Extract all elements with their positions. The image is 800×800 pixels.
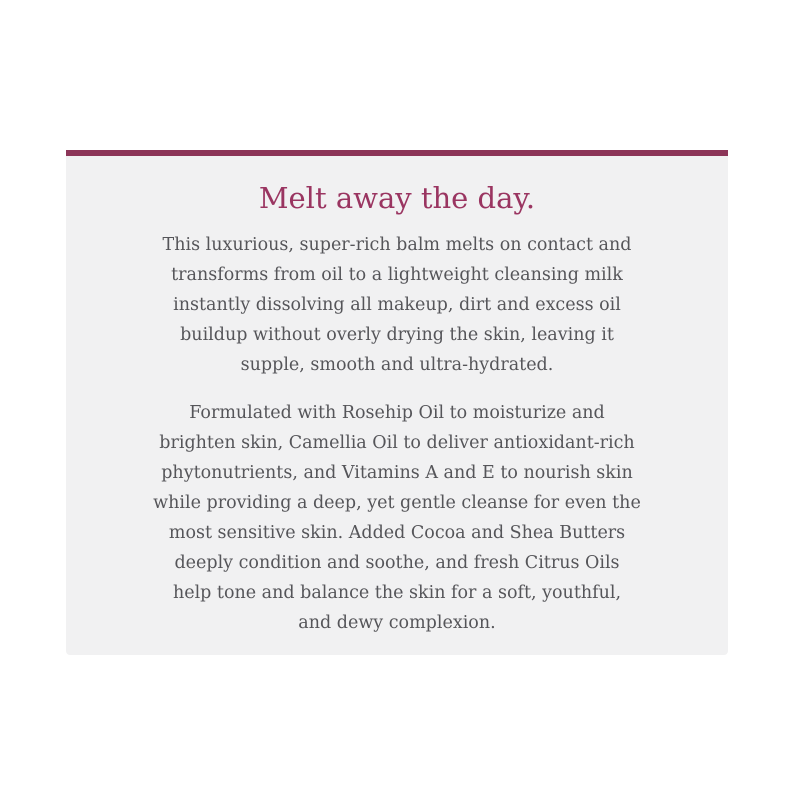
paragraph-line: supple, smooth and ultra-hydrated. — [240, 355, 554, 375]
headline: Melt away the day. — [258, 181, 536, 215]
paragraph-line: buildup without overly drying the skin, leaving it — [180, 325, 614, 345]
paragraph-line: instantly dissolving all makeup, dirt and excess oil — [173, 295, 621, 315]
paragraph-line: and dewy complexion. — [298, 613, 496, 633]
paragraph-line: deeply condition and soothe, and fresh Citrus Oils — [174, 553, 620, 573]
paragraph-line: This luxurious, super-rich balm melts on contact and — [162, 235, 632, 255]
product-description-card — [66, 150, 728, 655]
paragraph-line: phytonutrients, and Vitamins A and E to nourish skin — [161, 463, 633, 483]
description-paragraph-2 — [96, 398, 698, 638]
paragraph-line: help tone and balance the skin for a soft, youthful, — [172, 583, 622, 603]
paragraph-line: most sensitive skin. Added Cocoa and Shea Butters — [168, 523, 626, 543]
paragraph-line: transforms from oil to a lightweight cleansing milk — [171, 265, 623, 285]
paragraph-line: Formulated with Rosehip Oil to moisturize and — [189, 403, 605, 423]
paragraph-line: brighten skin, Camellia Oil to deliver antioxidant-rich — [159, 433, 635, 453]
description-paragraph-1 — [96, 230, 698, 380]
paragraph-line: while providing a deep, yet gentle cleanse for even the — [153, 493, 641, 513]
